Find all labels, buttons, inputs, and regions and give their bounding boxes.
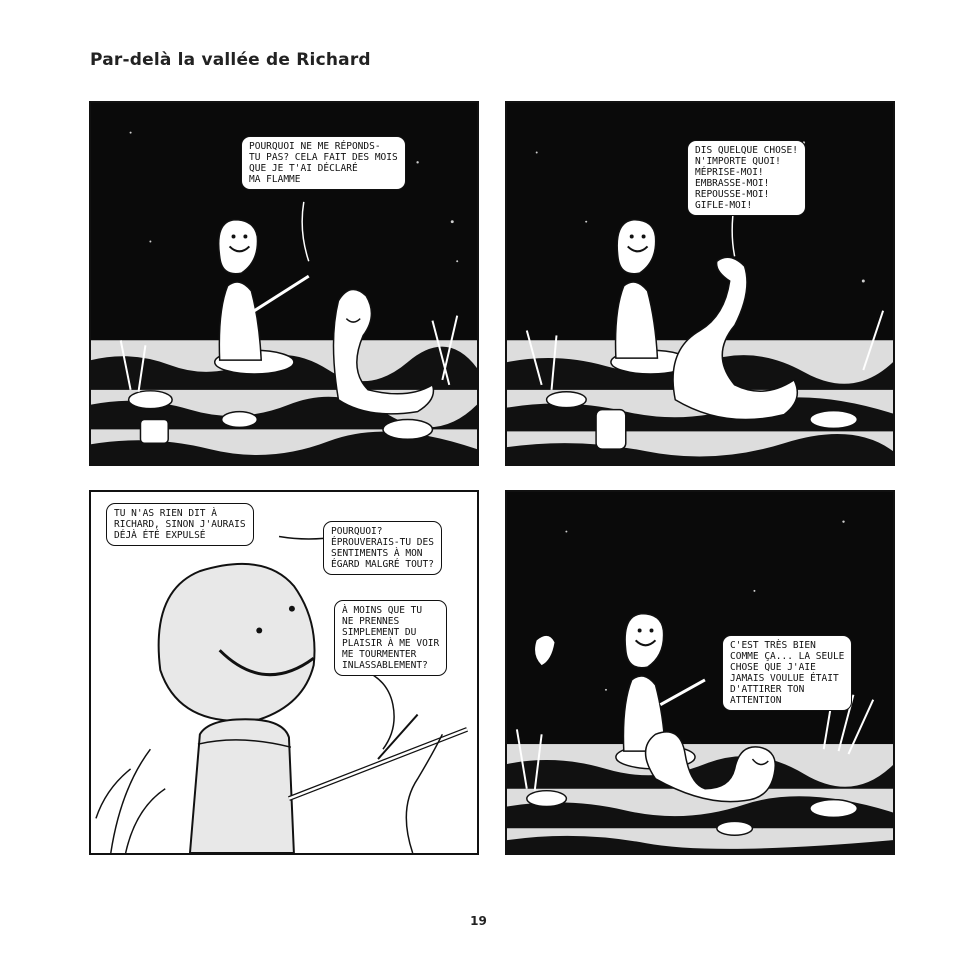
bubble-line: INLASSABLEMENT?: [342, 660, 428, 671]
bubble-line: QUE JE T'AI DÉCLARÉ: [249, 163, 358, 174]
bubble-line: SIMPLEMENT DU: [342, 627, 417, 638]
bubble-line: ÉGARD MALGRÉ TOUT?: [331, 559, 434, 570]
bubble-line: EMBRASSE-MOI!: [695, 178, 770, 189]
bubble-line: GIFLE-MOI!: [695, 200, 753, 211]
comic-panel-3: [89, 490, 479, 855]
bubble-line: À MOINS QUE TU: [342, 605, 423, 616]
bubble-line: ÉPROUVERAIS-TU DES: [331, 537, 434, 548]
bubble-line: COMME ÇA... LA SEULE: [730, 651, 845, 662]
bubble-line: REPOUSSE-MOI!: [695, 189, 770, 200]
comic-panel-1: [89, 101, 479, 466]
speech-bubble-panel4: [722, 635, 852, 711]
bubble-line: DIS QUELQUE CHOSE!: [695, 145, 798, 156]
bubble-line: MÉPRISE-MOI!: [695, 167, 764, 178]
comic-panel-4: [505, 490, 895, 855]
bubble-line: D'ATTIRER TON: [730, 684, 805, 695]
speech-bubble-panel3-b: [323, 521, 442, 575]
bubble-line: RICHARD, SINON J'AURAIS: [114, 519, 246, 530]
bubble-line: POURQUOI NE ME RÉPONDS-: [249, 141, 381, 152]
page-title: Par-delà la vallée de Richard: [90, 50, 371, 70]
bubble-line: TU N'AS RIEN DIT À: [114, 508, 217, 519]
bubble-line: DÉJÀ ÉTÉ EXPULSÉ: [114, 530, 206, 541]
speech-bubble-panel3-c: [334, 600, 447, 676]
bubble-line: N'IMPORTE QUOI!: [695, 156, 781, 167]
speech-bubble-panel2: [687, 140, 806, 216]
speech-bubble-panel1: [241, 136, 406, 190]
bubble-line: CHOSE QUE J'AIE: [730, 662, 816, 673]
bubble-line: PLAISIR À ME VOIR: [342, 638, 440, 649]
bubble-line: MA FLAMME: [249, 174, 301, 185]
speech-bubble-panel3-a: [106, 503, 254, 546]
bubble-line: TU PAS? CELA FAIT DES MOIS: [249, 152, 398, 163]
bubble-line: NE PRENNES: [342, 616, 400, 627]
bubble-line: C'EST TRÈS BIEN: [730, 640, 816, 651]
bubble-line: SENTIMENTS À MON: [331, 548, 423, 559]
bubble-line: ATTENTION: [730, 695, 782, 706]
bubble-line: JAMAIS VOULUE ÉTAIT: [730, 673, 839, 684]
bubble-line: POURQUOI?: [331, 526, 383, 537]
comic-panel-2: [505, 101, 895, 466]
page-number: 19: [470, 914, 487, 928]
bubble-line: ME TOURMENTER: [342, 649, 417, 660]
